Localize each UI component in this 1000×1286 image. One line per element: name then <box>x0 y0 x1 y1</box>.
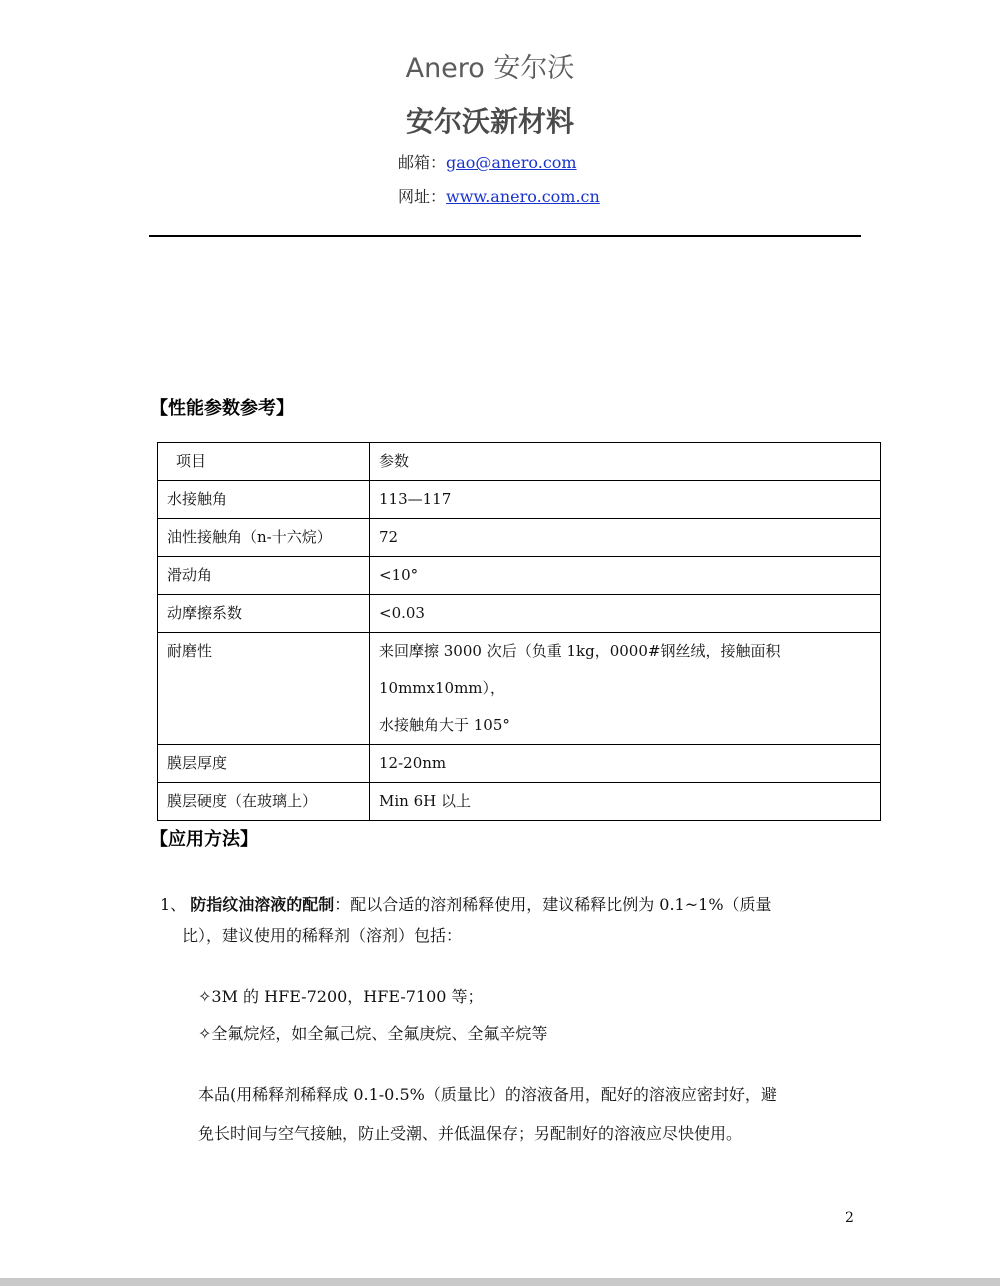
row-value: 72 <box>370 519 881 557</box>
storage-note-line1: 本品(用稀释剂稀释成 0.1-0.5%（质量比）的溶液备用，配好的溶液应密封好，避 <box>198 1085 777 1104</box>
step1-paragraph <box>160 885 860 925</box>
brand-name: Anero 安尔沃 <box>405 53 575 84</box>
website-label: 网址： <box>398 187 447 206</box>
row-value: 12-20nm <box>370 745 881 783</box>
row-value: Min 6H 以上 <box>370 783 881 821</box>
solvent-bullet: ✧全氟烷烃，如全氟己烷、全氟庚烷、全氟辛烷等 <box>198 1024 548 1043</box>
row-item: 滑动角 <box>158 557 370 595</box>
performance-table <box>157 442 881 821</box>
table-row <box>158 557 881 595</box>
row-value: <0.03 <box>370 595 881 633</box>
solvent-bullet: ✧3M 的 HFE-7200，HFE-7100 等； <box>198 987 484 1006</box>
step1-text: ：配以合适的溶剂稀释使用，建议稀释比例为 0.1~1%（质量 <box>334 895 772 914</box>
header-divider <box>149 235 861 237</box>
row-item: 油性接触角（n-十六烷） <box>158 519 370 557</box>
row-item: 水接触角 <box>158 481 370 519</box>
table-header-row <box>158 443 881 481</box>
row-value-multiline <box>370 633 881 745</box>
table-row <box>158 633 881 745</box>
email-label: 邮箱： <box>398 153 447 172</box>
row-value-line2: 水接触角大于 105° <box>379 716 510 734</box>
contact-email <box>398 150 577 173</box>
row-item: 膜层厚度 <box>158 745 370 783</box>
page-bottom-edge <box>0 1278 1000 1286</box>
table-row <box>158 519 881 557</box>
table-row <box>158 595 881 633</box>
table-row <box>158 783 881 821</box>
application-section-title: 【应用方法】 <box>150 829 258 850</box>
row-item: 膜层硬度（在玻璃上） <box>158 783 370 821</box>
email-link[interactable]: gao@anero.com <box>446 153 577 172</box>
row-value-line1: 来回摩擦 3000 次后（负重 1kg，0000#钢丝绒，接触面积 10mmx10mm）， <box>379 642 781 697</box>
row-item: 动摩擦系数 <box>158 595 370 633</box>
row-item: 耐磨性 <box>158 633 370 745</box>
contact-website <box>398 184 600 207</box>
page-number: 2 <box>845 1210 854 1226</box>
website-link[interactable]: www.anero.com.cn <box>446 187 600 206</box>
header-item: 项目 <box>158 443 370 481</box>
storage-note-line2: 免长时间与空气接触，防止受潮、并低温保存；另配制好的溶液应尽快使用。 <box>198 1124 743 1143</box>
header-value: 参数 <box>370 443 881 481</box>
performance-section-title: 【性能参数参考】 <box>150 398 294 419</box>
row-value: <10° <box>370 557 881 595</box>
step1-heading: 防指纹油溶液的配制 <box>190 895 335 914</box>
step1-number: 1、 <box>160 895 187 914</box>
table-row <box>158 745 881 783</box>
row-value: 113—117 <box>370 481 881 519</box>
table-row <box>158 481 881 519</box>
company-name: 安尔沃新材料 <box>405 105 574 138</box>
step1-text-continued: 比），建议使用的稀释剂（溶剂）包括： <box>182 926 463 945</box>
